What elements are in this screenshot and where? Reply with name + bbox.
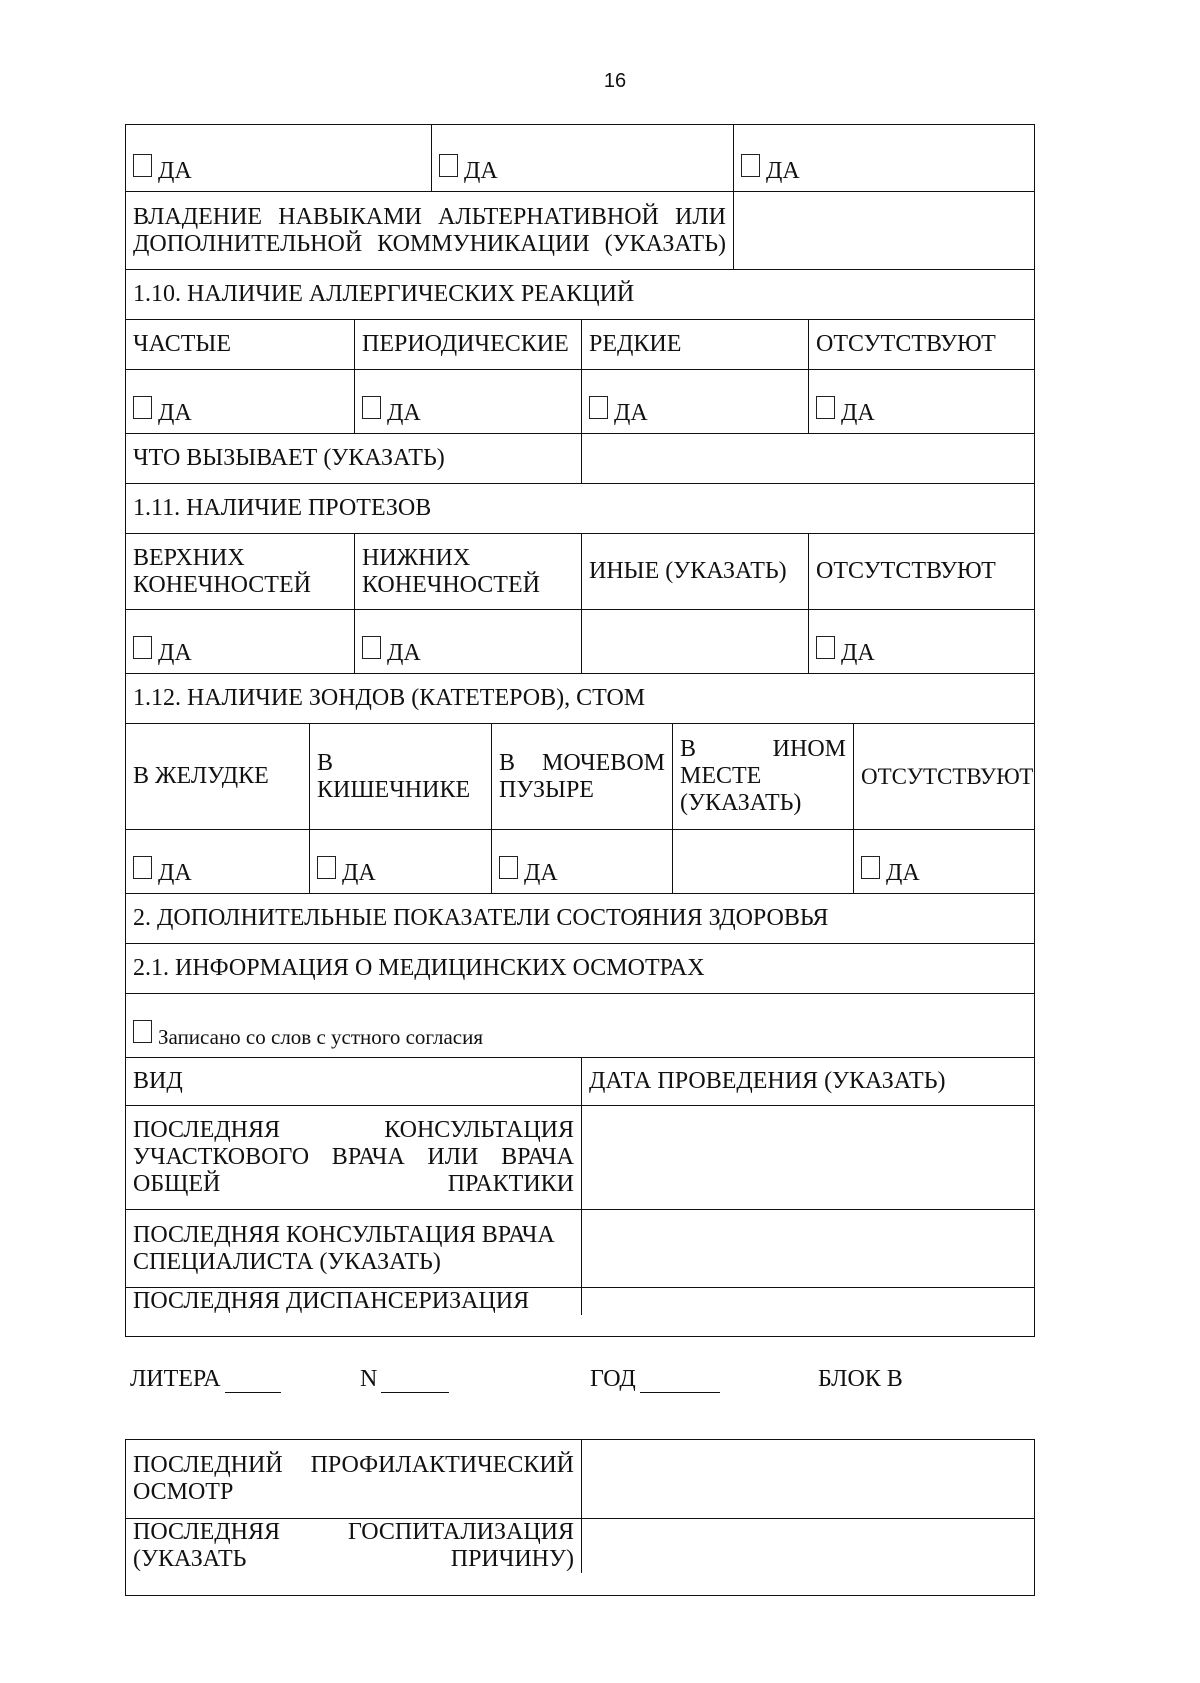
alt-communication-row <box>126 191 1034 269</box>
allergy-cause-input[interactable] <box>581 434 1034 483</box>
allergy-columns-row <box>126 319 1034 369</box>
column-header: ОТСУТСТВУЮТ <box>808 320 1034 369</box>
exam-date-input[interactable] <box>581 1288 1034 1315</box>
column-header: ОТСУТСТВУЮТ <box>853 724 1034 829</box>
checkbox-cell <box>354 370 581 433</box>
column-header: НИЖНИХ КОНЕЧНОСТЕЙ <box>354 534 581 609</box>
column-header: ИНЫЕ (УКАЗАТЬ) <box>581 534 808 609</box>
health-form-table <box>125 124 1035 1337</box>
checkbox-cell <box>853 830 1034 893</box>
consent-cell <box>126 994 1034 1057</box>
litera-label: ЛИТЕРА <box>130 1366 221 1392</box>
footer-block <box>818 1366 903 1396</box>
section-heading: 2. ДОПОЛНИТЕЛЬНЫЕ ПОКАЗАТЕЛИ СОСТОЯНИЯ ЗДОРОВЬЯ <box>133 905 829 931</box>
footer-year <box>590 1366 720 1396</box>
column-header: РЕДКИЕ <box>581 320 808 369</box>
checkbox-label: ДА <box>387 400 421 426</box>
exam-row <box>126 1287 1034 1315</box>
block-b-label: ПОСЛЕДНЯЯ ГОСПИТАЛИЗАЦИЯ (УКАЗАТЬ ПРИЧИНУ) <box>133 1519 574 1572</box>
checkbox-icon[interactable] <box>861 856 880 879</box>
block-b-input[interactable] <box>581 1440 1034 1518</box>
checkbox-icon[interactable] <box>499 856 518 879</box>
allergy-cause-label: ЧТО ВЫЗЫВАЕТ (УКАЗАТЬ) <box>133 445 445 471</box>
checkbox-icon[interactable] <box>133 856 152 879</box>
year-field[interactable] <box>640 1370 720 1393</box>
checkbox-label: ДА <box>524 860 558 886</box>
consent-label: Записано со слов с устного согласия <box>158 1025 483 1049</box>
checkbox-icon[interactable] <box>133 1020 152 1043</box>
checkbox-cell <box>126 370 354 433</box>
prosthesis-columns-row <box>126 533 1034 609</box>
checkbox-label: ДА <box>158 860 192 886</box>
allergy-heading-row <box>126 269 1034 319</box>
checkbox-label: ДА <box>841 640 875 666</box>
checkbox-icon[interactable] <box>317 856 336 879</box>
block-b-input[interactable] <box>581 1519 1034 1573</box>
checkbox-label: ДА <box>158 640 192 666</box>
checkbox-cell <box>733 125 1034 191</box>
litera-field[interactable] <box>225 1370 281 1393</box>
checkbox-cell <box>808 610 1034 673</box>
probes-heading-row <box>126 673 1034 723</box>
checkbox-label: ДА <box>841 400 875 426</box>
checkbox-icon[interactable] <box>362 396 381 419</box>
block-b-row <box>126 1518 1034 1573</box>
checkbox-icon[interactable] <box>741 154 760 177</box>
section21-heading-row <box>126 943 1034 993</box>
column-header: ДАТА ПРОВЕДЕНИЯ (УКАЗАТЬ) <box>581 1058 1034 1105</box>
allergy-checkbox-row <box>126 369 1034 433</box>
column-header: ПЕРИОДИЧЕСКИЕ <box>354 320 581 369</box>
section-heading: 1.12. НАЛИЧИЕ ЗОНДОВ (КАТЕТЕРОВ), СТОМ <box>133 685 646 711</box>
column-header: ВИД <box>133 1068 183 1094</box>
exam-date-input[interactable] <box>581 1106 1034 1209</box>
exam-label: ПОСЛЕДНЯЯ ДИСПАНСЕРИЗАЦИЯ <box>133 1288 530 1314</box>
checkbox-icon[interactable] <box>439 154 458 177</box>
block-b-label: ПОСЛЕДНИЙ ПРОФИЛАКТИЧЕСКИЙ ОСМОТР <box>133 1452 574 1505</box>
consent-row <box>126 993 1034 1057</box>
checkbox-icon[interactable] <box>816 396 835 419</box>
prosthesis-heading-row <box>126 483 1034 533</box>
checkbox-cell <box>309 830 491 893</box>
number-label: N <box>360 1366 378 1392</box>
page-number: 16 <box>603 70 627 92</box>
checkbox-label: ДА <box>766 158 800 184</box>
exam-label: ПОСЛЕДНЯЯ КОНСУЛЬТАЦИЯ УЧАСТКОВОГО ВРАЧА ИЛИ ВРАЧА ОБЩЕЙ ПРАКТИКИ <box>133 1117 574 1197</box>
allergy-cause-row <box>126 433 1034 483</box>
probes-checkbox-row <box>126 829 1034 893</box>
checkbox-cell <box>491 830 672 893</box>
column-header: ОТСУТСТВУЮТ <box>808 534 1034 609</box>
block-b-table <box>125 1439 1035 1596</box>
prosthesis-checkbox-row <box>126 609 1034 673</box>
checkbox-label: ДА <box>158 400 192 426</box>
column-header: В МОЧЕВОМ ПУЗЫРЕ <box>491 724 672 829</box>
column-header: В ЖЕЛУДКЕ <box>133 763 269 789</box>
checkbox-label: ДА <box>158 158 192 184</box>
column-header: ВЕРХНИХ КОНЕЧНОСТЕЙ <box>133 544 311 598</box>
exam-row <box>126 1209 1034 1287</box>
probes-columns-row <box>126 723 1034 829</box>
column-header: В ИНОМ МЕСТЕ (УКАЗАТЬ) <box>672 724 853 829</box>
checkbox-label: ДА <box>886 860 920 886</box>
communication-checkbox-row <box>126 125 1034 191</box>
checkbox-icon[interactable] <box>133 154 152 177</box>
column-header: ЧАСТЫЕ <box>133 331 231 357</box>
checkbox-icon[interactable] <box>362 636 381 659</box>
number-field[interactable] <box>381 1370 449 1393</box>
section-heading: 2.1. ИНФОРМАЦИЯ О МЕДИЦИНСКИХ ОСМОТРАХ <box>133 955 705 981</box>
exam-header-row <box>126 1057 1034 1105</box>
checkbox-cell <box>431 125 733 191</box>
exam-label: ПОСЛЕДНЯЯ КОНСУЛЬТАЦИЯ ВРАЧА СПЕЦИАЛИСТА (УКАЗАТЬ) <box>133 1221 555 1275</box>
section-heading: 1.11. НАЛИЧИЕ ПРОТЕЗОВ <box>133 495 432 521</box>
other-prosthesis-input[interactable] <box>581 610 808 673</box>
exam-date-input[interactable] <box>581 1210 1034 1287</box>
checkbox-icon[interactable] <box>589 396 608 419</box>
checkbox-cell <box>581 370 808 433</box>
section-heading: 1.10. НАЛИЧИЕ АЛЛЕРГИЧЕСКИХ РЕАКЦИЙ <box>133 281 635 307</box>
checkbox-label: ДА <box>614 400 648 426</box>
alt-communication-label: ВЛАДЕНИЕ НАВЫКАМИ АЛЬТЕРНАТИВНОЙ ИЛИ ДОПОЛНИТЕЛЬНОЙ КОММУНИКАЦИИ (УКАЗАТЬ) <box>133 203 726 257</box>
exam-row <box>126 1105 1034 1209</box>
section2-heading-row <box>126 893 1034 943</box>
checkbox-icon[interactable] <box>133 396 152 419</box>
footer-litera <box>130 1366 281 1396</box>
year-label: ГОД <box>590 1366 636 1392</box>
checkbox-label: ДА <box>387 640 421 666</box>
checkbox-cell <box>126 125 431 191</box>
checkbox-cell <box>354 610 581 673</box>
column-header: В КИШЕЧНИКЕ <box>309 724 491 829</box>
checkbox-label: ДА <box>342 860 376 886</box>
footer-number <box>360 1366 449 1396</box>
checkbox-icon[interactable] <box>133 636 152 659</box>
checkbox-label: ДА <box>464 158 498 184</box>
other-place-input[interactable] <box>672 830 853 893</box>
block-b-row <box>126 1440 1034 1518</box>
checkbox-icon[interactable] <box>816 636 835 659</box>
alt-communication-input[interactable] <box>733 192 1034 269</box>
block-label: БЛОК В <box>818 1366 903 1392</box>
checkbox-cell <box>126 610 354 673</box>
checkbox-cell <box>126 830 309 893</box>
checkbox-cell <box>808 370 1034 433</box>
